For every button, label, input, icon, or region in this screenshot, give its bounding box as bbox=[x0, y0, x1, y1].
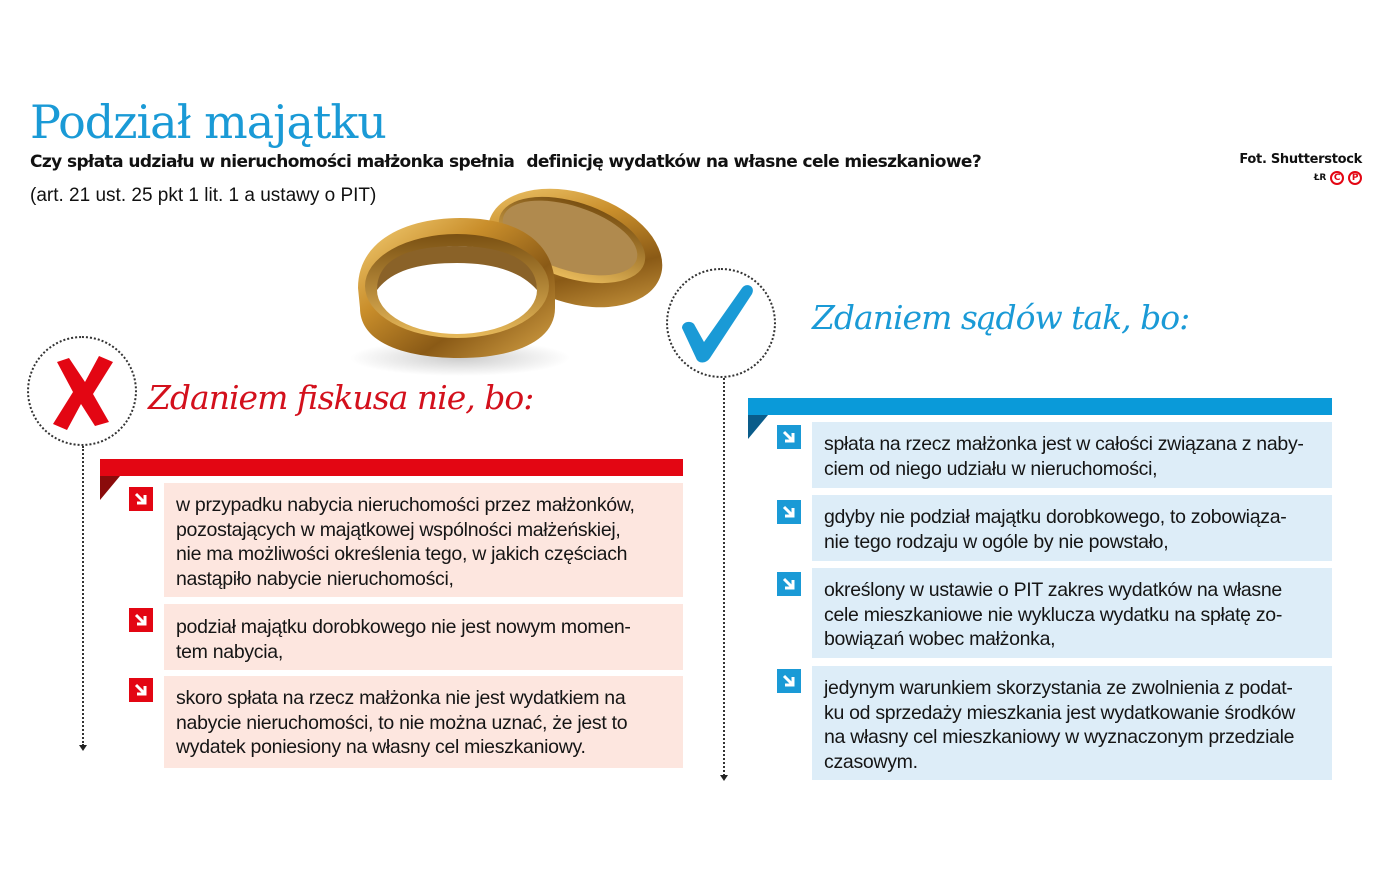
arrow-down-right-icon bbox=[129, 487, 153, 511]
question-part-2: definicję wydatków na własne cele mieszkaniowe? bbox=[526, 152, 982, 172]
question-part-1: Czy spłata udziału w nieruchomości małżonka spełnia bbox=[30, 152, 515, 172]
timeline-line-right bbox=[723, 378, 725, 776]
arrow-down-right-icon bbox=[129, 608, 153, 632]
page-title: Podział majątku bbox=[30, 95, 386, 149]
left-bar-fold bbox=[100, 476, 120, 500]
photo-credit: Fot. Shutterstock bbox=[1239, 152, 1362, 167]
arrow-down-right-icon bbox=[777, 572, 801, 596]
arrow-down-right-icon bbox=[777, 425, 801, 449]
list-item: określony w ustawie o PIT zakres wydatków na własne cele mieszkaniowe nie wyklucza wydatku na spłatę zo- bowiązań wobec małżonka, bbox=[812, 568, 1332, 658]
arrow-down-icon bbox=[720, 775, 728, 781]
legal-basis: (art. 21 ust. 25 pkt 1 lit. 1 a ustawy o PIT) bbox=[30, 185, 377, 206]
wedding-rings-image bbox=[350, 178, 680, 378]
arrow-down-right-icon bbox=[777, 669, 801, 693]
list-item: jedynym warunkiem skorzystania ze zwolnienia z podat- ku od sprzedaży mieszkania jest wydatkowanie środków na własny cel mieszkaniowy w wyznaczonym przedziale czasowym. bbox=[812, 666, 1332, 780]
list-item: skoro spłata na rzecz małżonka nie jest wydatkiem na nabycie nieruchomości, to nie można uznać, że jest to wydatek poniesiony na własny cel mieszkaniowy. bbox=[164, 676, 683, 768]
left-header-bar bbox=[100, 459, 683, 476]
checkmark-icon bbox=[668, 270, 774, 376]
question-subtitle bbox=[30, 152, 981, 172]
arrow-down-right-icon bbox=[129, 678, 153, 702]
list-item: podział majątku dorobkowego nie jest nowym momen- tem nabycia, bbox=[164, 604, 683, 670]
checkmark-circle bbox=[666, 268, 776, 378]
right-bar-fold bbox=[748, 415, 768, 439]
x-mark-circle bbox=[27, 336, 137, 446]
copyright-c-icon: C bbox=[1330, 171, 1344, 185]
arrow-down-right-icon bbox=[777, 500, 801, 524]
photo-credit-block bbox=[1239, 152, 1362, 185]
timeline-line-left bbox=[82, 446, 84, 746]
left-heading: Zdaniem fiskusa nie, bo: bbox=[148, 378, 534, 417]
list-item: gdyby nie podział majątku dorobkowego, to zobowiąza- nie tego rodzaju w ogóle by nie powstało, bbox=[812, 495, 1332, 561]
right-header-bar bbox=[748, 398, 1332, 415]
author-initials: ŁR bbox=[1313, 173, 1326, 183]
list-item: spłata na rzecz małżonka jest w całości związana z naby- ciem od niego udziału w nieruchomości, bbox=[812, 422, 1332, 488]
copyright-p-icon: P bbox=[1348, 171, 1362, 185]
right-heading: Zdaniem sądów tak, bo: bbox=[812, 298, 1190, 337]
x-mark-icon bbox=[29, 338, 135, 444]
arrow-down-icon bbox=[79, 745, 87, 751]
list-item: w przypadku nabycia nieruchomości przez małżonków, pozostających w majątkowej wspólności małżeńskiej, nie ma możliwości określenia tego, w jakich częściach nastąpiło nabycie nieruchomości, bbox=[164, 483, 683, 597]
